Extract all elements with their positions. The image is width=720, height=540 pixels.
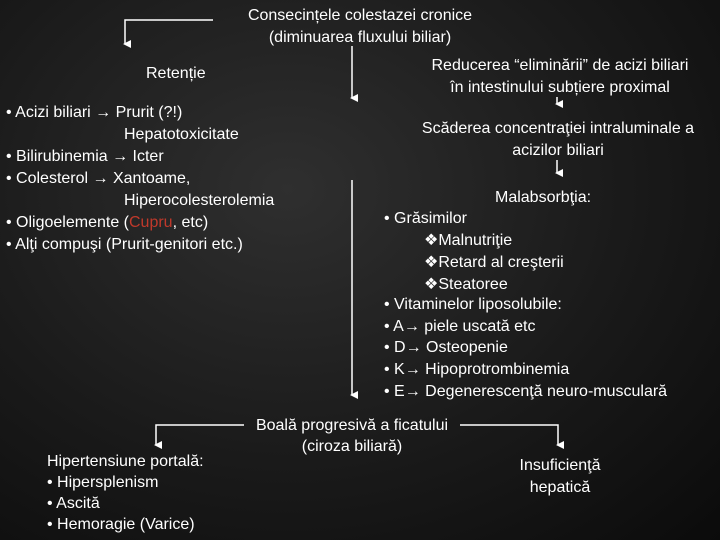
retention-heading: Retenție: [146, 65, 206, 82]
retention-item: Hiperocolesterolemia: [124, 192, 275, 209]
hipertensiune-title: Hipertensiune portală:: [47, 453, 204, 470]
scaderea-line2: acizilor biliari: [512, 142, 604, 159]
scaderea-line1: Scăderea concentraţiei intraluminale a: [421, 120, 695, 137]
insuficienta-line2: hepatică: [529, 479, 591, 496]
malabsorbtia-item: • Vitaminelor liposolubile:: [384, 296, 562, 313]
boala-line2: (ciroza biliară): [301, 438, 403, 455]
reducerea-line1: Reducerea “eliminării” de acizi biliari: [431, 57, 689, 74]
oligo-text: • Oligoelemente (: [6, 214, 129, 231]
retention-item: Hepatotoxicitate: [124, 126, 239, 143]
malabsorbtia-subitem: ❖Steatoree: [424, 276, 508, 293]
retention-item: • Alţi compuşi (Prurit-genitori etc.): [6, 236, 243, 253]
hipertensiune-item: • Hemoragie (Varice): [47, 516, 195, 533]
oligo-text-end: , etc): [172, 214, 209, 231]
title-line1: Consecințele colestazei cronice: [247, 7, 473, 24]
cupru-highlight: Cupru: [129, 214, 173, 231]
malabsorbtia-item: • K→ Hipoprotrombinemia: [384, 361, 570, 378]
retention-item: • Bilirubinemia → Icter: [6, 148, 164, 165]
insuficienta-line1: Insuficienţă: [519, 457, 601, 474]
retention-item: • Acizi biliari → Prurit (?!): [6, 104, 183, 121]
retention-item: • Colesterol → Xantoame,: [6, 170, 191, 187]
retention-item: [6, 212, 208, 233]
title-line2: (diminuarea fluxului biliar): [268, 29, 452, 46]
malabsorbtia-subitem: ❖Retard al creşterii: [424, 254, 564, 271]
malabsorbtia-title: Malabsorbţia:: [495, 189, 592, 206]
malabsorbtia-subitem: ❖Malnutriţie: [424, 232, 513, 249]
hipertensiune-item: • Hipersplenism: [47, 474, 159, 491]
reducerea-line2: în intestinului subțiere proximal: [450, 79, 670, 96]
malabsorbtia-item: • E→ Degenerescenţă neuro-musculară: [384, 383, 668, 400]
malabsorbtia-item: • A→ piele uscată etc: [384, 318, 536, 335]
boala-line1: Boală progresivă a ficatului: [255, 417, 449, 434]
malabsorbtia-item: • D→ Osteopenie: [384, 339, 508, 356]
malabsorbtia-item: • Grăsimilor: [384, 210, 467, 227]
hipertensiune-item: • Ascită: [47, 495, 100, 512]
